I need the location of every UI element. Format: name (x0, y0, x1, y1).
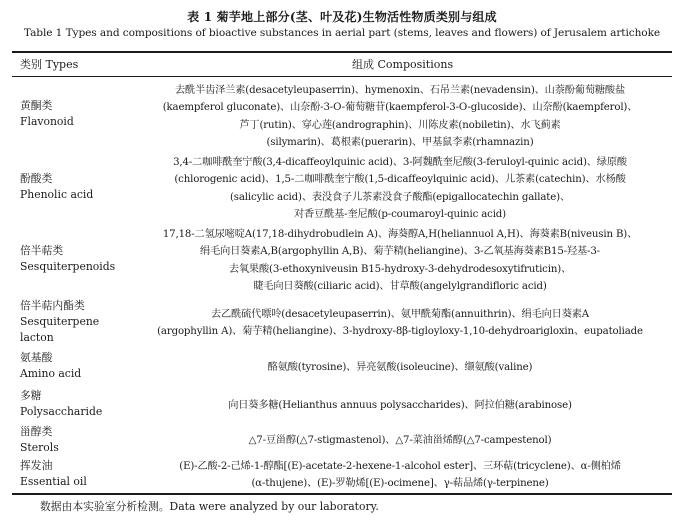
composition-line: 向日葵多糖(Helianthus annuus polysaccharides)、阿拉伯糖(arabinose) (228, 400, 572, 411)
composition-line: 17,18-二氢尿嘧啶A(17,18-dihydrobudlein A)、海葵醇A,H(heliannuol A,H)、海葵素B(niveusin B)、 (162, 229, 638, 240)
category-cn: 酚酸类 (20, 172, 53, 185)
composition-line: (chlorogenic acid)、1,5-二咖啡酰奎宁酸(1,5-dicaffeoylquinic acid)、儿茶素(catechin)、水杨酸 (174, 174, 626, 186)
category-en-cont: lacton (20, 331, 54, 344)
composition-line: 芦丁(rutin)、穿心莲(andrographin)、川陈皮素(nobiletin)、水飞蓟素 (239, 119, 561, 131)
composition-line: (argophyllin A)、菊芋精(heliangine)、3-hydroxy-8β-tigloyloxy-1,10-dehydroarigloxin、eupatoliade (157, 326, 643, 338)
category-cn: 多糖 (20, 389, 42, 402)
table-title-cn: 表 1 菊芋地上部分(茎、叶及花)生物活性物质类别与组成 (187, 10, 497, 24)
row-composition (130, 458, 670, 493)
row-composition (130, 432, 670, 449)
category-en: Polysaccharide (20, 405, 103, 418)
composition-line: (silymarin)、葛根素(puerarin)、甲基鼠李素(rhamnazin) (266, 136, 534, 148)
composition-line: 绢毛向日葵素A,B(argophyllin A,B)、菊芋精(heliangine)、3-乙氧基海葵素B15-羟基-3- (200, 246, 600, 258)
composition-line: (E)-乙酸-2-己烯-1-醇酯[(E)-acetate-2-hexene-1-alcohol ester]、三环萜(tricyclene)、α-侧柏烯 (179, 461, 621, 472)
table-note: 数据由本实验室分析检测。Data were analyzed by our laboratory. (40, 500, 379, 513)
composition-line: 对香豆酰基-奎尼酸(p-coumaroyl-quinic acid) (293, 208, 506, 220)
composition-line: 去乙酰硫代嘌呤(desacetyleupaserrin)、氨甲酰菊酯(annuithrin)、绢毛向日葵素A (211, 309, 589, 320)
composition-line: 酪氨酸(tyrosine)、异亮氨酸(isoleucine)、缬氨酸(valine) (267, 362, 533, 373)
category-cn: 甾醇类 (20, 425, 53, 438)
table-title-en: Table 1 Types and compositions of bioactive substances in aerial part (stems, leaves and flowers) of Jerusalem artichoke (23, 27, 661, 39)
composition-line: (α-thujene)、(E)-罗勒烯[(E)-ocimene]、γ-萜品烯(γ-terpinene) (251, 478, 549, 490)
header-composition: 组成 Compositions (352, 58, 454, 71)
top-rule (12, 51, 672, 53)
composition-line: 睫毛向日葵酸(ciliaric acid)、甘草酸(angelylgrandifloric acid) (253, 280, 547, 292)
composition-line: 去酰半齿泽兰素(desacetyleupaserrin)、hymenoxin、石吊兰素(nevadensin)、山萘酚葡萄糖酸盐 (175, 85, 625, 96)
composition-line: (salicylic acid)、表没食子儿茶素没食子酸酯(epigallocatechin gallate)、 (229, 191, 570, 203)
category-en: Amino acid (20, 367, 82, 380)
category-en: Flavonoid (20, 115, 74, 128)
row-composition (130, 82, 670, 151)
category-en: Sterols (20, 441, 59, 454)
composition-line: 3,4-二咖啡酰奎宁酸(3,4-dicaffeoylquinic acid)、3-阿魏酰奎尼酸(3-feruloyl-quinic acid)、绿原酸 (173, 157, 627, 168)
composition-line: (kaempferol gluconate)、山奈酚-3-O-葡萄糖苷(kaempferol-3-O-glucoside)、山奈酚(kaempferol)、 (162, 102, 638, 114)
category-en: Sesquiterpene (20, 315, 100, 328)
category-en: Essential oil (20, 475, 87, 488)
header-rule (12, 76, 672, 77)
category-cn: 黄酮类 (20, 99, 53, 112)
row-composition (130, 397, 670, 414)
category-en: Phenolic acid (20, 188, 94, 201)
category-en: Sesquiterpenoids (20, 260, 116, 273)
table-header (12, 56, 672, 74)
bottom-rule (12, 493, 672, 495)
row-composition (130, 226, 670, 295)
composition-line: △7-豆甾醇(△7-stigmastenol)、△7-菜油甾烯醇(△7-campestenol) (248, 435, 552, 446)
category-cn: 挥发油 (20, 459, 53, 472)
category-cn: 氨基酸 (20, 351, 53, 364)
header-category: 类别 Types (20, 58, 79, 71)
category-cn: 倍半萜类 (20, 244, 64, 257)
category-cn: 倍半萜内酯类 (20, 299, 85, 312)
row-composition (130, 359, 670, 376)
row-composition (130, 154, 670, 223)
row-composition (130, 306, 670, 341)
composition-line: 去氧果酸(3-ethoxyniveusin B15-hydroxy-3-dehydrodesoxytifruticin)、 (228, 263, 572, 275)
